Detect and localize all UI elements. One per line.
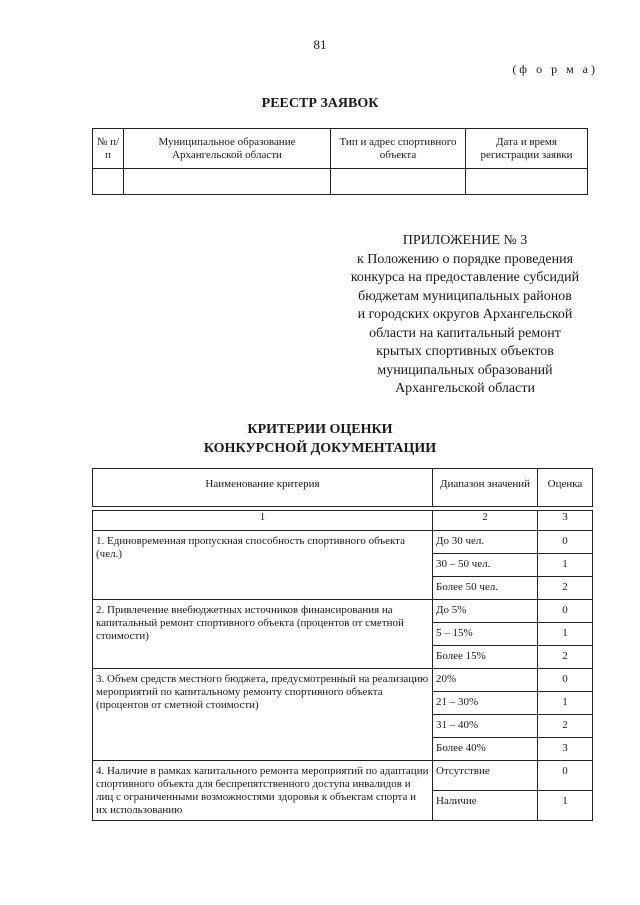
appendix-line: к Положению о порядке проведения	[356, 251, 574, 267]
value-range: До 30 чел.	[433, 531, 538, 554]
value-range: 20%	[433, 669, 538, 692]
value-range: 21 – 30%	[433, 692, 538, 715]
criterion-row	[93, 600, 593, 623]
value-range: До 5%	[433, 600, 538, 623]
value-range: Более 15%	[433, 646, 538, 669]
form-label: (ф о р м а)	[512, 62, 598, 76]
criterion-name: 4. Наличие в рамках капитального ремонта мероприятий по адаптации спортивного объекта для беспрепятственного доступа инвалидов и лиц с ограниченными возможностями здоровья к объектам спорта и их использованию	[93, 761, 433, 821]
score: 0	[538, 531, 593, 554]
column-number: 3	[538, 511, 593, 531]
header-score: Оценка	[538, 469, 593, 507]
appendix-line: бюджетам муниципальных районов	[358, 288, 572, 304]
appendix-line: муниципальных образований	[377, 362, 553, 378]
score: 1	[538, 554, 593, 577]
value-range: 5 – 15%	[433, 623, 538, 646]
value-range: Более 50 чел.	[433, 577, 538, 600]
column-number: 1	[93, 511, 433, 531]
score: 0	[538, 669, 593, 692]
score: 3	[538, 738, 593, 761]
criteria-title-line2: КОНКУРСНОЙ ДОКУМЕНТАЦИИ	[203, 441, 437, 456]
appendix-line: области на капитальный ремонт	[369, 325, 561, 341]
header-registration-date: Дата и время регистрации заявки	[466, 129, 588, 169]
criteria-title-line1: КРИТЕРИИ ОЦЕНКИ	[247, 422, 393, 437]
score: 2	[538, 577, 593, 600]
criteria-header-row	[93, 469, 593, 507]
appendix-line: крытых спортивных объектов	[376, 344, 554, 359]
appendix-line: и городских округов Архангельской	[357, 307, 573, 322]
empty-cell	[124, 169, 331, 195]
registry-title: РЕЕСТР ЗАЯВОК	[261, 96, 379, 111]
column-number: 2	[433, 511, 538, 531]
score: 0	[538, 600, 593, 623]
appendix-line: Архангельской области	[395, 381, 535, 396]
value-range: Более 40%	[433, 738, 538, 761]
criterion-row	[93, 669, 593, 692]
empty-cell	[93, 169, 124, 195]
score: 0	[538, 761, 593, 791]
registry-table	[92, 128, 588, 195]
header-number: № п/п	[93, 129, 124, 169]
empty-cell	[331, 169, 466, 195]
criterion-row	[93, 761, 593, 791]
criterion-row	[93, 531, 593, 554]
criterion-name: 3. Объем средств местного бюджета, предусмотренный на реализацию мероприятий по капитальному ремонту спортивного объекта (процентов от сметной стоимости)	[93, 669, 433, 761]
value-range: Отсутствие	[433, 761, 538, 791]
score: 1	[538, 692, 593, 715]
value-range: Наличие	[433, 791, 538, 821]
header-object-type: Тип и адрес спортивного объекта	[331, 129, 466, 169]
column-number-row	[93, 511, 593, 531]
appendix-block	[340, 232, 590, 399]
criteria-table	[92, 468, 593, 821]
criterion-name: 1. Единовременная пропускная способность спортивного объекта (чел.)	[93, 531, 433, 600]
registry-empty-row	[93, 169, 588, 195]
value-range: 30 – 50 чел.	[433, 554, 538, 577]
page-number: 81	[313, 37, 327, 52]
appendix-line: конкурса на предоставление субсидий	[350, 270, 580, 285]
header-value-range: Диапазон значений	[433, 469, 538, 507]
empty-cell	[466, 169, 588, 195]
criterion-name: 2. Привлечение внебюджетных источников финансирования на капитальный ремонт спортивного объекта (процентов от сметной стоимости)	[93, 600, 433, 669]
header-municipality: Муниципальное образование Архангельской области	[124, 129, 331, 169]
header-criterion-name: Наименование критерия	[93, 469, 433, 507]
value-range: 31 – 40%	[433, 715, 538, 738]
criteria-title	[0, 420, 640, 458]
score: 1	[538, 791, 593, 821]
score: 2	[538, 646, 593, 669]
score: 1	[538, 623, 593, 646]
registry-header-row	[93, 129, 588, 169]
score: 2	[538, 715, 593, 738]
appendix-heading: ПРИЛОЖЕНИЕ № 3	[402, 233, 528, 248]
